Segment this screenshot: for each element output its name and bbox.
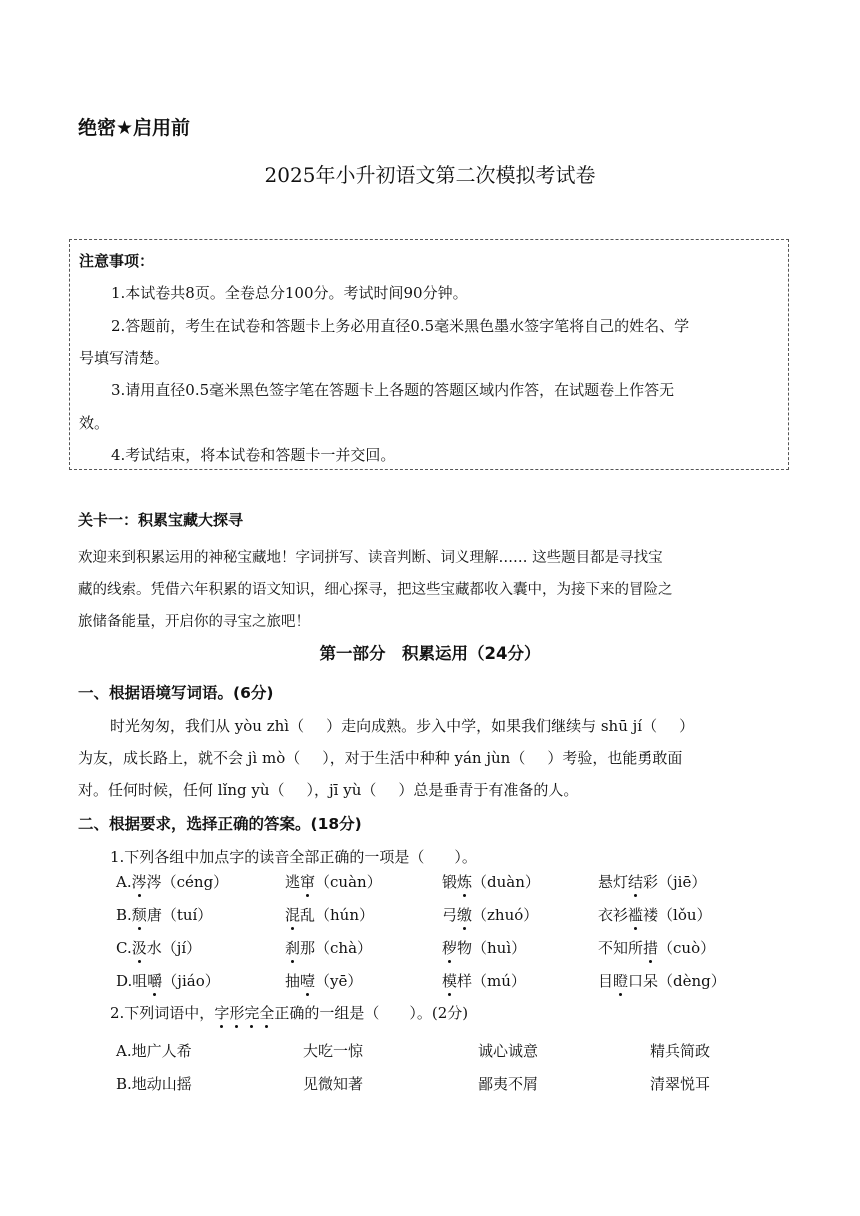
q1-option-item bbox=[285, 970, 362, 991]
option-text: C. bbox=[116, 939, 132, 957]
level-intro-line-1: 欢迎来到积累运用的神秘宝藏地！字词拼写、读音判断、词义理解…… 这些题目都是寻找宝 bbox=[78, 550, 663, 566]
option-text: （duàn） bbox=[472, 873, 540, 891]
dotted-char: 涔 bbox=[131, 873, 147, 891]
q1-option-item bbox=[442, 937, 526, 958]
option-text: D. bbox=[116, 972, 133, 990]
level-title: 关卡一：积累宝藏大探寻 bbox=[78, 511, 244, 529]
question-2-stem-b: 正确的一组是（ ）。(2分) bbox=[274, 1004, 469, 1022]
question-2-stem-a: 2.下列词语中， bbox=[110, 1004, 215, 1022]
fill-line-1-text-2: ）走向成熟。步入中学，如果我们继续与 shū jí（ bbox=[326, 717, 658, 735]
dotted-char: 措 bbox=[643, 939, 659, 957]
option-text: 样（mú） bbox=[457, 972, 526, 990]
q1-option-item[interactable] bbox=[116, 937, 201, 958]
option-text: 乱（hún） bbox=[300, 906, 374, 924]
question-2-stem bbox=[110, 1002, 468, 1023]
dotted-char: 颓 bbox=[131, 906, 147, 924]
stem-dot-char: 完 bbox=[244, 1004, 260, 1022]
stem-dot-char: 字 bbox=[214, 1004, 230, 1022]
option-text: 锻 bbox=[442, 873, 458, 891]
stem-dot-char: 全 bbox=[259, 1004, 275, 1022]
dotted-char: 混 bbox=[285, 906, 301, 924]
section-2-title: 二、根据要求，选择正确的答案。(18分) bbox=[78, 815, 362, 833]
notice-item-2-line-1: 2.答题前，考生在试卷和答题卡上务必用直径0.5毫米黑色墨水签字笔将自己的姓名、学 bbox=[111, 317, 690, 335]
fill-line-3-text-3: ）总是垂青于有准备的人。 bbox=[398, 781, 579, 799]
fill-line-2 bbox=[78, 747, 682, 768]
q1-option-item bbox=[442, 871, 540, 892]
option-text: A. bbox=[116, 873, 132, 891]
notice-box bbox=[69, 239, 789, 470]
notice-item-2-line-2: 号填写清楚。 bbox=[79, 349, 170, 367]
exam-title: 2025年小升初语文第二次模拟考试卷 bbox=[264, 163, 596, 187]
dotted-char: 秽 bbox=[442, 939, 458, 957]
dotted-char: 模 bbox=[442, 972, 458, 990]
q1-option-item bbox=[442, 904, 538, 925]
option-text: （cuò） bbox=[658, 939, 716, 957]
dotted-char: 结 bbox=[628, 873, 644, 891]
q2-option-item: 诚心诚意 bbox=[478, 1042, 539, 1060]
notice-item-4: 4.考试结束，将本试卷和答题卡一并交回。 bbox=[111, 446, 396, 464]
dotted-char: 汲 bbox=[131, 939, 147, 957]
q2-option-item: 见微知著 bbox=[303, 1075, 364, 1093]
fill-line-3-text-1: 对。任何时候，任何 lǐng yù（ bbox=[78, 781, 285, 799]
q2-option-item[interactable]: A.地广人希 bbox=[116, 1042, 192, 1060]
q1-option-item bbox=[285, 937, 372, 958]
option-text: 唐（tuí） bbox=[146, 906, 213, 924]
option-text: 涔（céng） bbox=[146, 873, 229, 891]
dotted-char: 窜 bbox=[300, 873, 316, 891]
option-text: 不知所 bbox=[598, 939, 644, 957]
notice-item-1: 1.本试卷共8页。全卷总分100分。考试时间90分钟。 bbox=[111, 284, 468, 302]
notice-item-3-line-2: 效。 bbox=[79, 414, 110, 432]
option-text: 那（chà） bbox=[300, 939, 373, 957]
fill-line-3 bbox=[78, 779, 578, 800]
q1-option-item bbox=[598, 937, 715, 958]
option-text: （jiáo） bbox=[162, 972, 220, 990]
dotted-char: 缴 bbox=[457, 906, 473, 924]
dotted-char: 刹 bbox=[285, 939, 301, 957]
level-intro-line-3: 旅储备能量，开启你的寻宝之旅吧！ bbox=[78, 614, 310, 630]
q2-option-item: 清翠悦耳 bbox=[650, 1075, 711, 1093]
option-text: （zhuó） bbox=[472, 906, 539, 924]
q2-option-item: 大吃一惊 bbox=[303, 1042, 364, 1060]
fill-line-1 bbox=[110, 715, 694, 736]
option-text: 衣衫 bbox=[598, 906, 629, 924]
option-text: 逃 bbox=[285, 873, 301, 891]
dotted-char: 噎 bbox=[300, 972, 316, 990]
q1-option-item[interactable] bbox=[116, 871, 228, 892]
dotted-char: 瞪 bbox=[613, 972, 629, 990]
dotted-char: 炼 bbox=[457, 873, 473, 891]
option-text: B. bbox=[116, 906, 132, 924]
option-text: 物（huì） bbox=[457, 939, 527, 957]
fill-line-3-text-2: ），jī yù（ bbox=[306, 781, 377, 799]
q1-option-item[interactable] bbox=[116, 970, 220, 991]
q1-option-item bbox=[442, 970, 526, 991]
fill-line-2-text-2: ），对于生活中种种 yán jùn（ bbox=[322, 749, 526, 767]
fill-line-2-text-3: ）考验，也能勇敢面 bbox=[547, 749, 683, 767]
fill-line-1-text-3: ） bbox=[679, 717, 695, 735]
option-text: 悬灯 bbox=[598, 873, 629, 891]
confidential-label: 绝密★启用前 bbox=[78, 117, 191, 139]
q1-option-item bbox=[285, 871, 382, 892]
option-text: （cuàn） bbox=[315, 873, 382, 891]
q2-option-item[interactable]: B.地动山摇 bbox=[116, 1075, 192, 1093]
option-text: 口呆（dèng） bbox=[628, 972, 726, 990]
q2-option-item: 精兵简政 bbox=[650, 1042, 711, 1060]
fill-line-1-text-1: 时光匆匆，我们从 yòu zhì（ bbox=[110, 717, 305, 735]
q1-option-item bbox=[285, 904, 374, 925]
stem-dot-char: 形 bbox=[229, 1004, 245, 1022]
dotted-char: 嚼 bbox=[147, 972, 163, 990]
option-text: 褛（lǒu） bbox=[643, 906, 712, 924]
q1-option-item bbox=[598, 970, 726, 991]
q1-option-item bbox=[598, 871, 706, 892]
option-text: 咀 bbox=[132, 972, 148, 990]
option-text: 弓 bbox=[442, 906, 458, 924]
q1-option-item[interactable] bbox=[116, 904, 212, 925]
q1-option-item bbox=[598, 904, 712, 925]
option-text: 目 bbox=[598, 972, 614, 990]
notice-heading: 注意事项： bbox=[79, 252, 155, 270]
q2-option-item: 鄙夷不屑 bbox=[478, 1075, 539, 1093]
option-text: 抽 bbox=[285, 972, 301, 990]
fill-line-2-text-1: 为友，成长路上，就不会 jì mò（ bbox=[78, 749, 301, 767]
part-1-title: 第一部分 积累运用（24分） bbox=[319, 644, 541, 663]
question-1-stem: 1.下列各组中加点字的读音全部正确的一项是（ ）。 bbox=[110, 848, 477, 866]
level-intro-line-2: 藏的线索。凭借六年积累的语文知识，细心探寻，把这些宝藏都收入囊中，为接下来的冒险之 bbox=[78, 582, 673, 598]
option-text: 彩（jiē） bbox=[643, 873, 707, 891]
option-text: （yē） bbox=[315, 972, 363, 990]
section-1-title: 一、根据语境写词语。(6分) bbox=[78, 684, 274, 702]
dotted-char: 褴 bbox=[628, 906, 644, 924]
option-text: 水（jí） bbox=[146, 939, 202, 957]
notice-item-3-line-1: 3.请用直径0.5毫米黑色签字笔在答题卡上各题的答题区域内作答，在试题卷上作答无 bbox=[111, 381, 675, 399]
